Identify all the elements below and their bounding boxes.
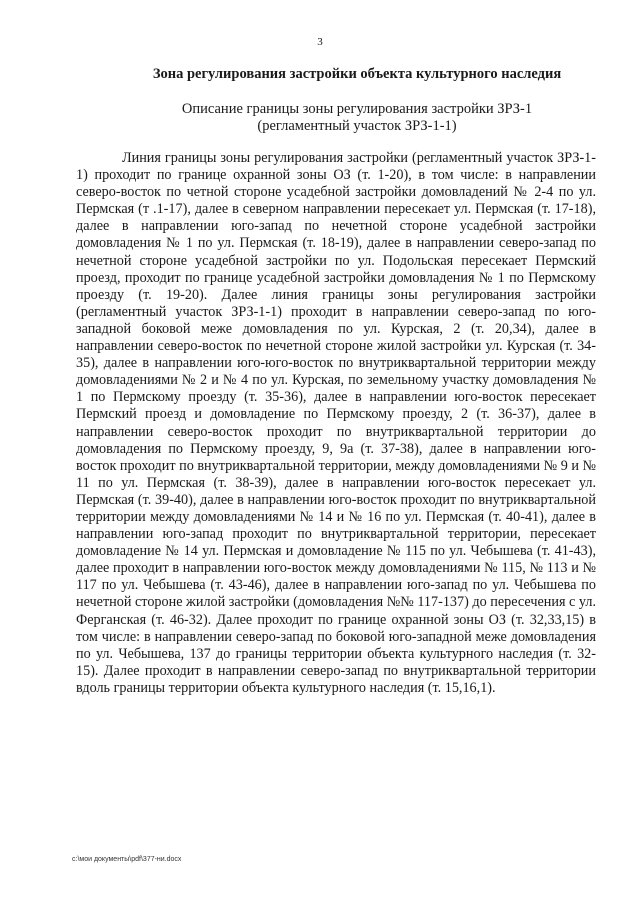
document-title: Зона регулирования застройки объекта культурного наследия [152,66,562,82]
subtitle-line-2: (регламентный участок ЗРЗ-1-1) [257,118,457,134]
page-number: 3 [317,36,323,48]
subtitle-line-1: Описание границы зоны регулирования застройки ЗРЗ-1 [181,101,533,117]
document-subtitle [0,101,640,135]
footer-file-path: c:\мои документы\pdf\377-ни.docx [72,856,182,863]
boundary-description-paragraph: Линия границы зоны регулирования застройки (регламентный участок ЗРЗ-1-1) проходит по границе охранной зоны ОЗ (т. 1-20), в том числе: в направлении северо-восток по четной стороне усадебной застройки домовладений № 2-4 по ул. Пермская (т .1-17), далее в северном направлении пересекает ул. Пермская (т. 17-18), далее в направлении юго-запад по нечетной стороне усадебной застройки домовладения № 1 по ул. Пермская (т. 18-19), далее в направлении северо-запад по нечетной стороне усадебной застройки по ул. Подольская пересекает Пермский проезд, проходит по границе усадебной застройки домовладения № 1 по Пермскому проезду (т. 19-20). Далее линия границы зоны регулирования застройки (регламентный участок ЗРЗ-1-1) проходит в направлении северо-запад по юго-западной боковой меже домовладения по ул. Курская, 2 (т. 20,34), далее в направлении северо-восток по нечетной стороне жилой застройки ул. Курская (т. 34-35), далее в направлении юго-юго-восток по внутриквартальной территории между домовладениями № 2 и № 4 по ул. Курская, по земельному участку домовладения № 1 по Пермскому проезду (т. 35-36), далее в направлении юго-восток пересекает Пермский проезд и домовладение по Пермскому проезду, 2 (т. 36-37), далее в направлении северо-восток проходит по внутриквартальной территории до домовладения по Пермскому проезду, 9, 9а (т. 37-38), далее в направлении юго-восток проходит по внутриквартальной территории, между домовладениями № 9 и № 11 по ул. Пермская (т. 38-39), далее в направлении юго-восток пересекает ул. Пермская (т. 39-40), далее в направлении юго-восток проходит по внутриквартальной территории между домовладениями № 14 и № 16 по ул. Пермская (т. 40-41), далее в направлении юго-запад проходит по внутриквартальной территории, пересекает домовладение № 14 ул. Пермская и домовладение № 115 по ул. Чебышева (т. 41-43), далее проходит в направлении юго-восток между домовладениями № 115, № 113 и № 117 по ул. Чебышева (т. 43-46), далее в направлении юго-запад по ул. Чебышева по нечетной стороне жилой застройки (домовладения №№ 117-137) до пересечения с ул. Ферганская (т. 46-32). Далее проходит по границе охранной зоны ОЗ (т. 32,33,15) в том числе: в направлении северо-запад по боковой юго-западной меже домовладения по ул. Чебышева, 137 до границы территории объекта культурного наследия (т. 32-15). Далее проходит в направлении северо-запад по внутриквартальной территории вдоль границы территории объекта культурного наследия (т. 15,16,1). [76,150,597,696]
